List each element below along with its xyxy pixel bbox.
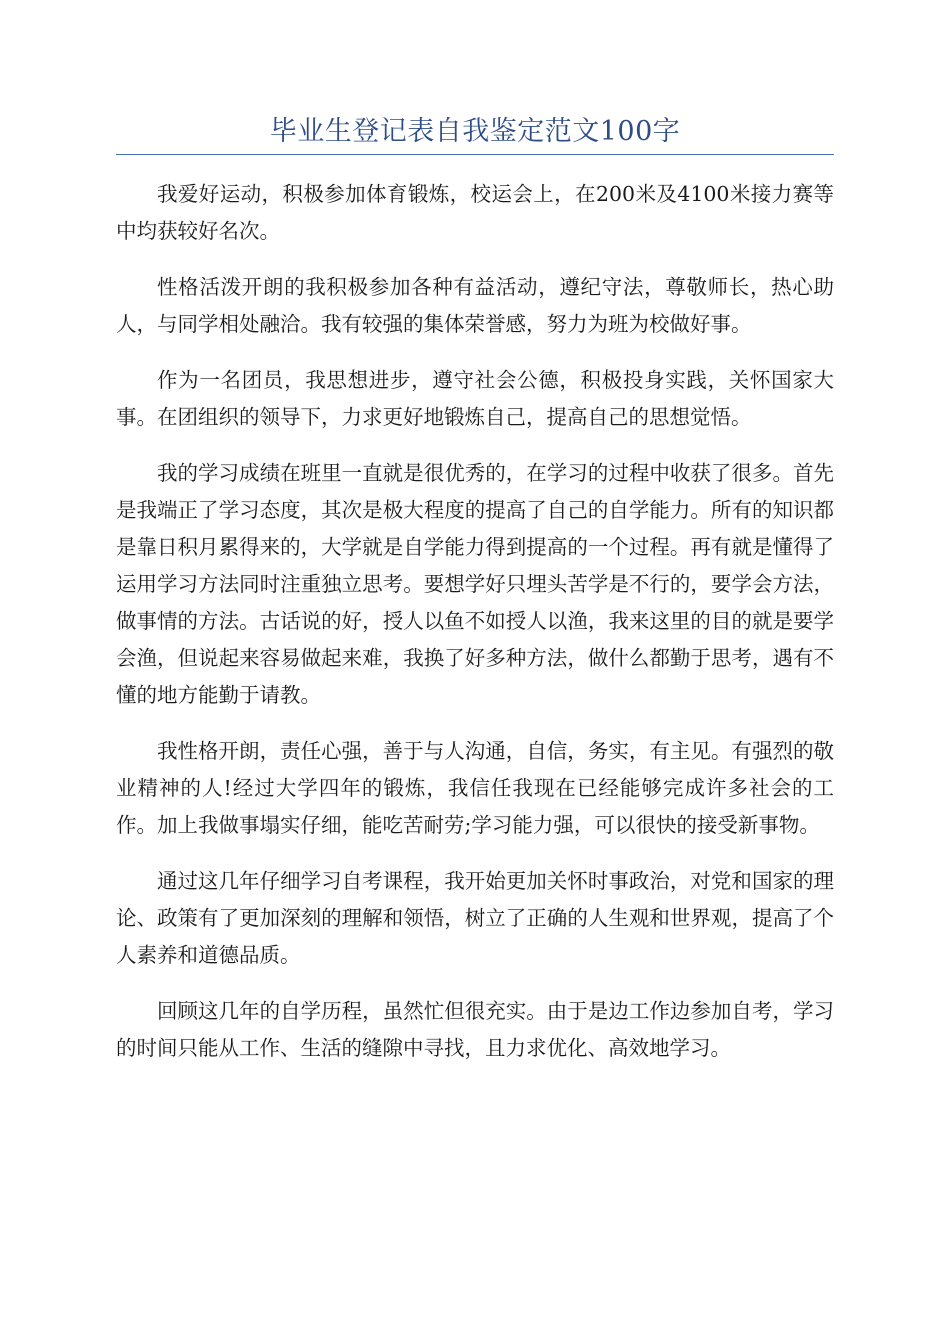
paragraph-6: 通过这几年仔细学习自考课程，我开始更加关怀时事政治，对党和国家的理论、政策有了更加深刻的理解和领悟，树立了正确的人生观和世界观，提高了个人素养和道德品质。 — [116, 869, 834, 967]
document-body — [116, 176, 834, 1086]
paragraph-1: 我爱好运动，积极参加体育锻炼，校运会上，在200米及4100米接力赛等中均获较好名次。 — [116, 182, 834, 243]
paragraph-3: 作为一名团员，我思想进步，遵守社会公德，积极投身实践，关怀国家大事。在团组织的领导下，力求更好地锻炼自己，提高自己的思想觉悟。 — [116, 368, 834, 429]
paragraph-7: 回顾这几年的自学历程，虽然忙但很充实。由于是边工作边参加自考，学习的时间只能从工作、生活的缝隙中寻找，且力求优化、高效地学习。 — [116, 999, 834, 1060]
title-divider — [116, 154, 834, 155]
page-title: 毕业生登记表自我鉴定范文100字 — [269, 116, 681, 147]
paragraph-4: 我的学习成绩在班里一直就是很优秀的，在学习的过程中收获了很多。首先是我端正了学习态度，其次是极大程度的提高了自己的自学能力。所有的知识都是靠日积月累得来的，大学就是自学能力得到提高的一个过程。再有就是懂得了运用学习方法同时注重独立思考。要想学好只埋头苦学是不行的，要学会方法，做事情的方法。古话说的好，授人以鱼不如授人以渔，我来这里的目的就是要学会渔，但说起来容易做起来难，我换了好多种方法，做什么都勤于思考，遇有不懂的地方能勤于请教。 — [116, 461, 834, 707]
paragraph-2: 性格活泼开朗的我积极参加各种有益活动，遵纪守法，尊敬师长，热心助人，与同学相处融洽。我有较强的集体荣誉感，努力为班为校做好事。 — [116, 275, 834, 336]
paragraph-5: 我性格开朗，责任心强，善于与人沟通，自信，务实，有主见。有强烈的敬业精神的人!经过大学四年的锻炼，我信任我现在已经能够完成许多社会的工作。加上我做事塌实仔细，能吃苦耐劳;学习能力强，可以很快的接受新事物。 — [116, 739, 834, 837]
